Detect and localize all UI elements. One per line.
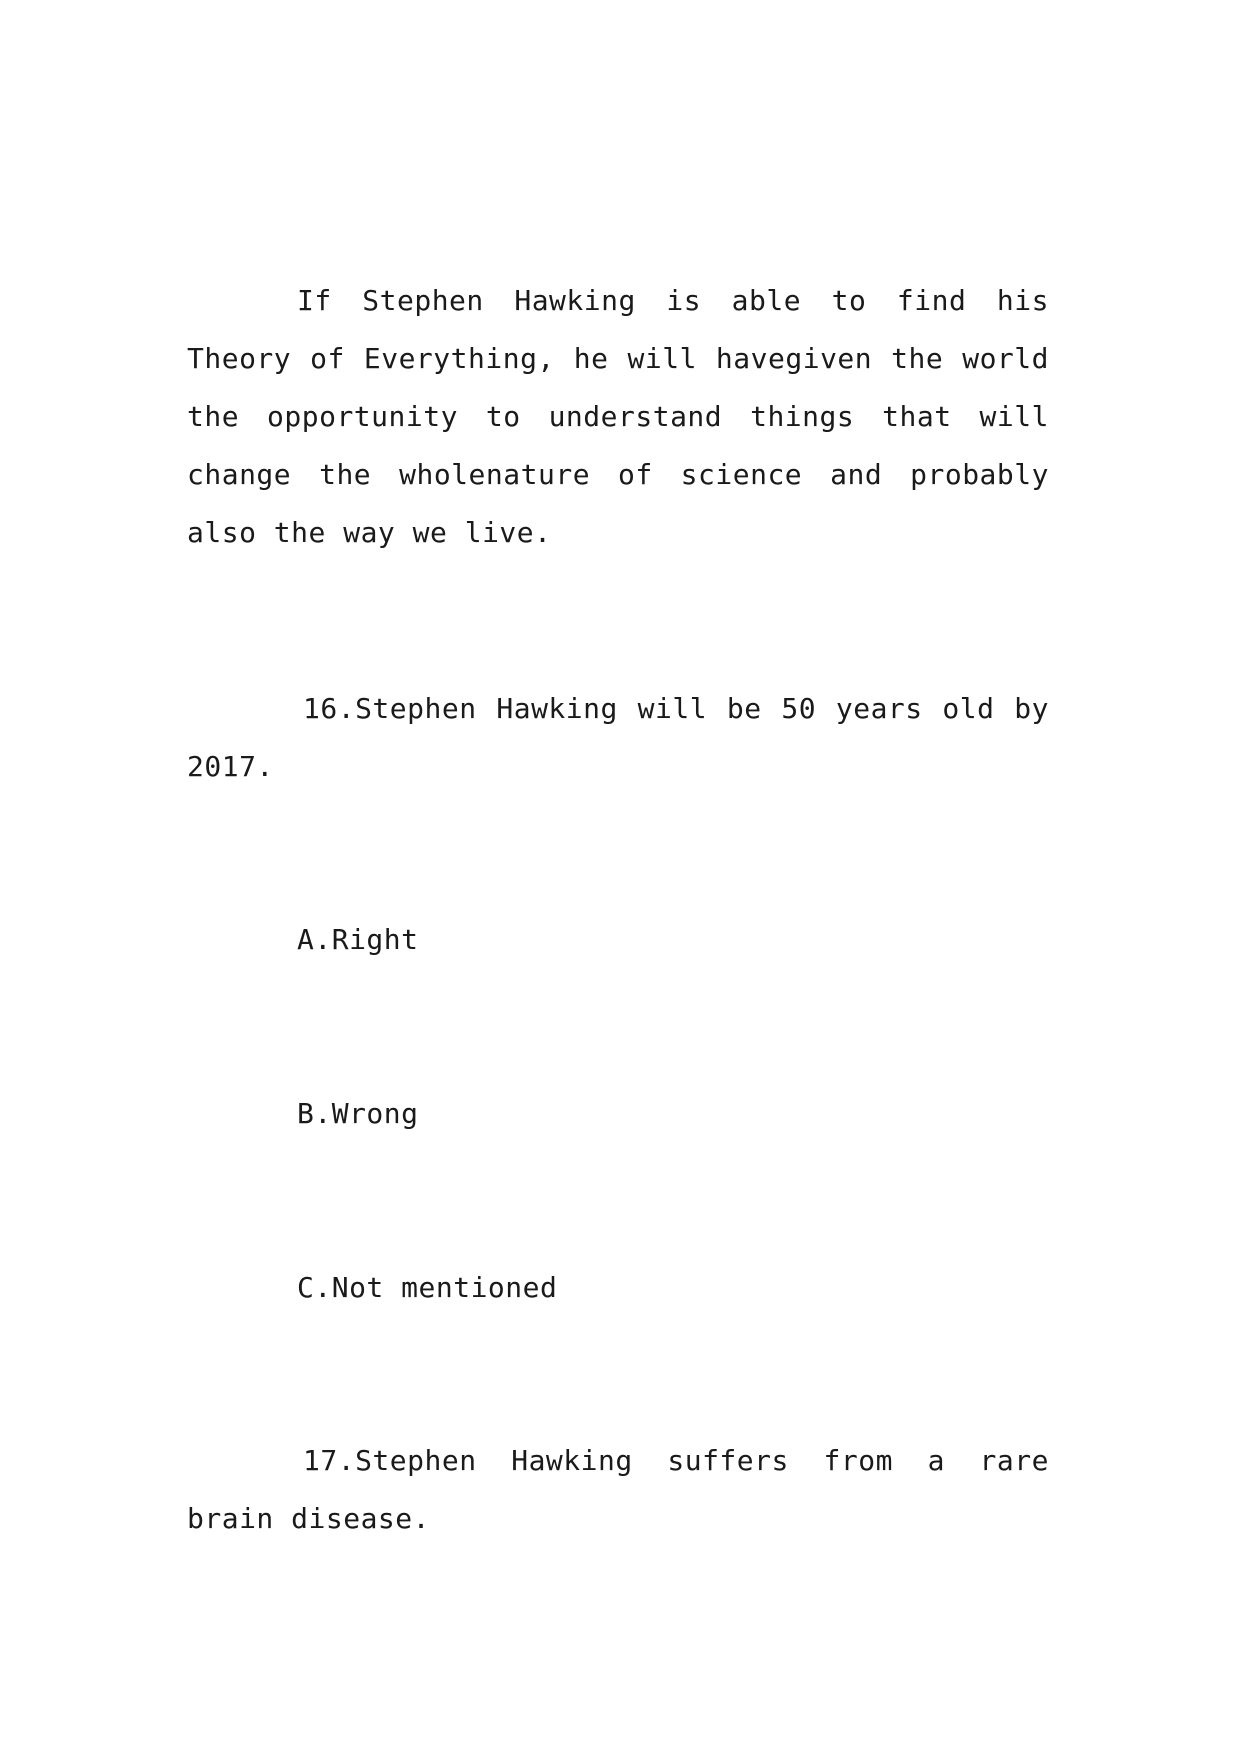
question-16-option-a: A.Right bbox=[297, 923, 419, 956]
question-17-stem: 17.Stephen Hawking suffers from a rare brain disease. bbox=[187, 1444, 1049, 1535]
question-16-option-b: B.Wrong bbox=[297, 1097, 419, 1130]
question-16-stem: 16.Stephen Hawking will be 50 years old by 2017. bbox=[187, 692, 1049, 783]
passage-paragraph: If Stephen Hawking is able to find his Theory of Everything, he will havegiven the world the opportunity to understand things that will change the wholenature of science and probably also the way we live. bbox=[187, 284, 1049, 549]
question-16-option-c: C.Not mentioned bbox=[297, 1271, 558, 1304]
